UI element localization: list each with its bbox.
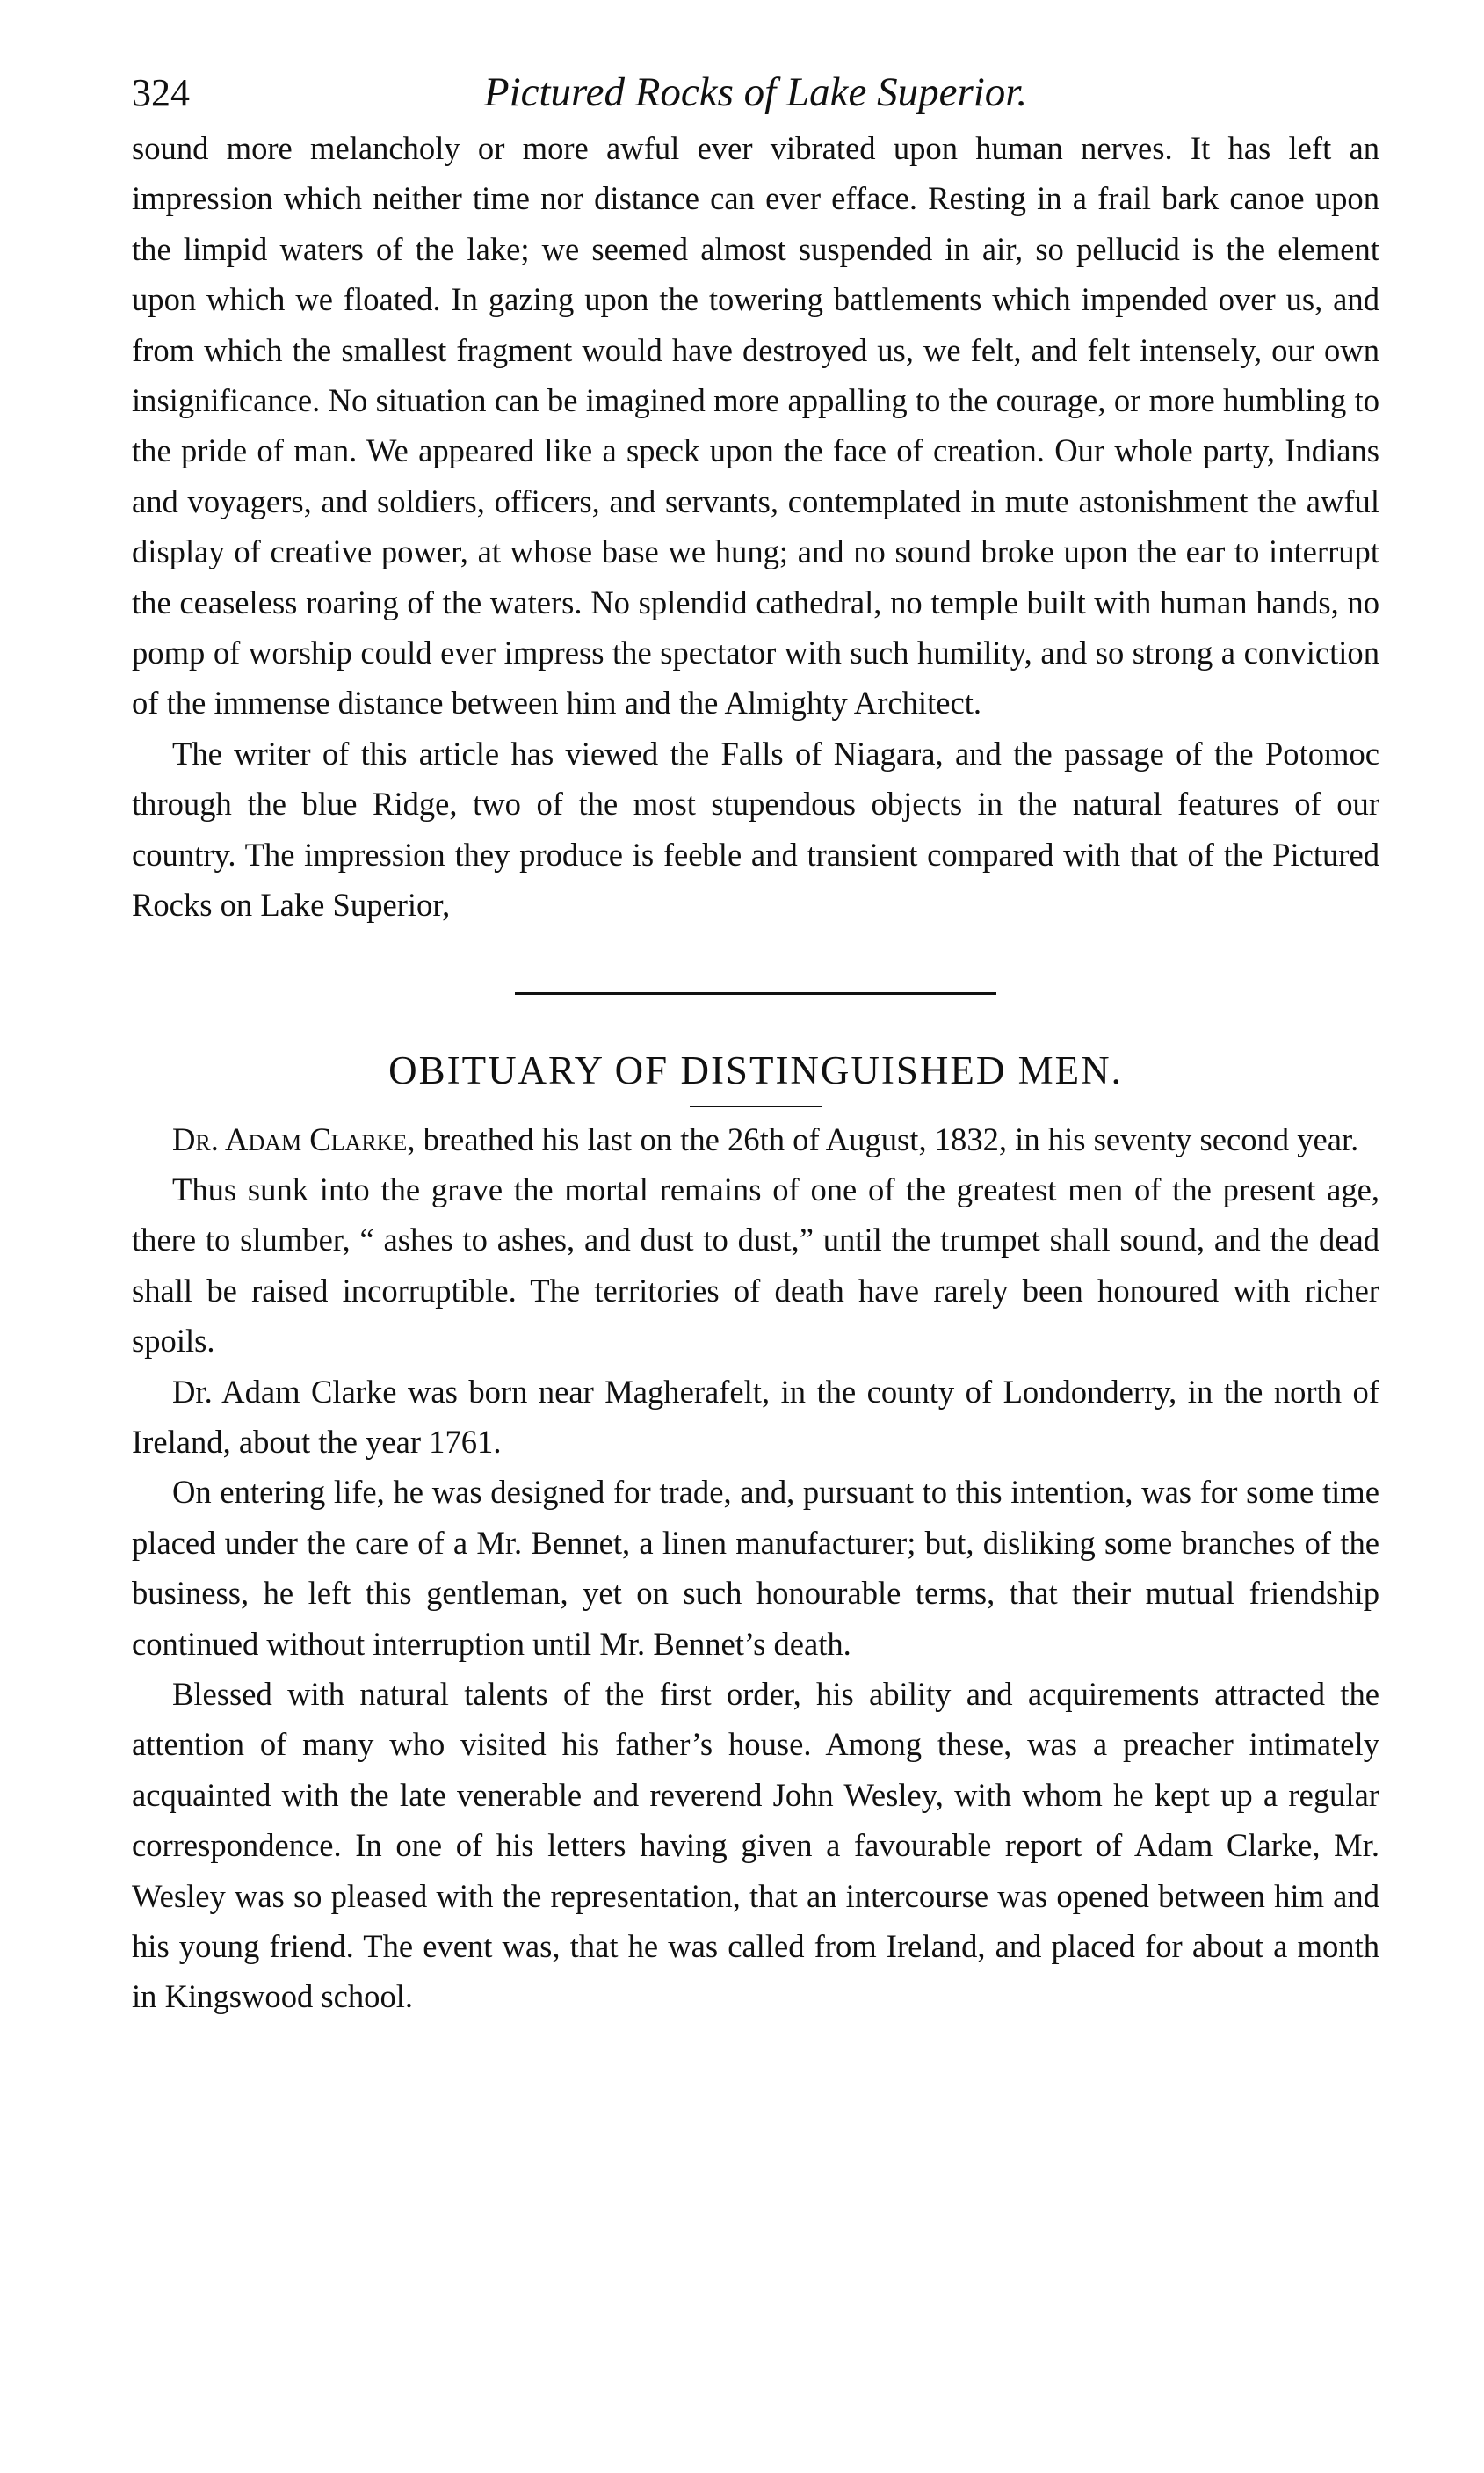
continuation-section xyxy=(132,123,1379,931)
obituary-lead-text: breathed his last on the 26th of August, 1832, in his seventy second year. xyxy=(415,1120,1359,1157)
obituary-paragraph: Thus sunk into the grave the mortal remains of one of the greatest men of the present age, there to slumber, “ ashes to ashes, and dust to dust,” until the trumpet shall sound, and the dead shall be raised incorruptible. The territories of death have rarely been honoured with richer spoils. xyxy=(132,1171,1379,1360)
section-title: OBITUARY OF DISTINGUISHED MEN. xyxy=(388,1048,1123,1092)
obituary-subject-name: Dr. Adam Clarke, xyxy=(172,1120,416,1157)
section-divider xyxy=(515,992,996,995)
continuation-paragraph: sound more melancholy or more awful ever vibrated upon human nerves. It has left an impression which neither time nor distance can ever efface. Resting in a frail bark canoe upon the limpid waters of the lake; we seemed almost suspended in air, so pellucid is the element upon which we floated. In gazing upon the towering battlements which impended over us, and from which the smallest fragment would have destroyed us, we felt, and felt intensely, our own insignificance. No situation can be imagined more appalling to the courage, or more humbling to the pride of man. We appeared like a speck upon the face of creation. Our whole party, Indians and voyagers, and soldiers, officers, and servants, contemplated in mute astonishment the awful display of creative power, at whose base we hung; and no sound broke upon the ear to interrupt the ceaseless roaring of the waters. No splendid cathedral, no temple built with human hands, no pomp of worship could ever impress the spectator with such humility, and so strong a conviction of the immense distance between him and the Almighty Architect. xyxy=(132,130,1379,722)
obituary-paragraph: Dr. Adam Clarke was born near Magherafelt, in the county of Londonderry, in the north of Ireland, about the year 1761. xyxy=(132,1373,1379,1460)
title-underline xyxy=(690,1106,822,1107)
book-page xyxy=(132,62,1379,2022)
obituary-section xyxy=(132,1114,1379,2022)
obituary-paragraph: Blessed with natural talents of the first order, his ability and acquirements attracted the attention of many who visited his father’s house. Among these, was a preacher intimately acquainted with the late venerable and reverend John Wesley, with whom he kept up a regular correspondence. In one of his letters having given a favourable report of Adam Clarke, Mr. Wesley was so pleased with the representation, that an intercourse was opened between him and his young friend. The event was, that he was called from Ireland, and placed for about a month in Kingswood school. xyxy=(132,1675,1379,2015)
page-number: 324 xyxy=(132,71,190,114)
running-header xyxy=(132,62,1379,123)
continuation-paragraph: The writer of this article has viewed the Falls of Niagara, and the passage of the Potomoc through the blue Ridge, two of the most stupendous objects in the natural features of our country. The impression they produce is feeble and transient compared with that of the Pictured Rocks on Lake Superior, xyxy=(132,735,1379,924)
running-title: Pictured Rocks of Lake Superior. xyxy=(483,69,1028,115)
obituary-paragraph: On entering life, he was designed for trade, and, pursuant to this intention, was for some time placed under the care of a Mr. Bennet, a linen manufacturer; but, disliking some branches of the business, he left this gentleman, yet on such honourable terms, that their mutual friendship continued without interruption until Mr. Bennet’s death. xyxy=(132,1474,1379,1662)
obituary-lead-paragraph xyxy=(132,1114,1379,1164)
